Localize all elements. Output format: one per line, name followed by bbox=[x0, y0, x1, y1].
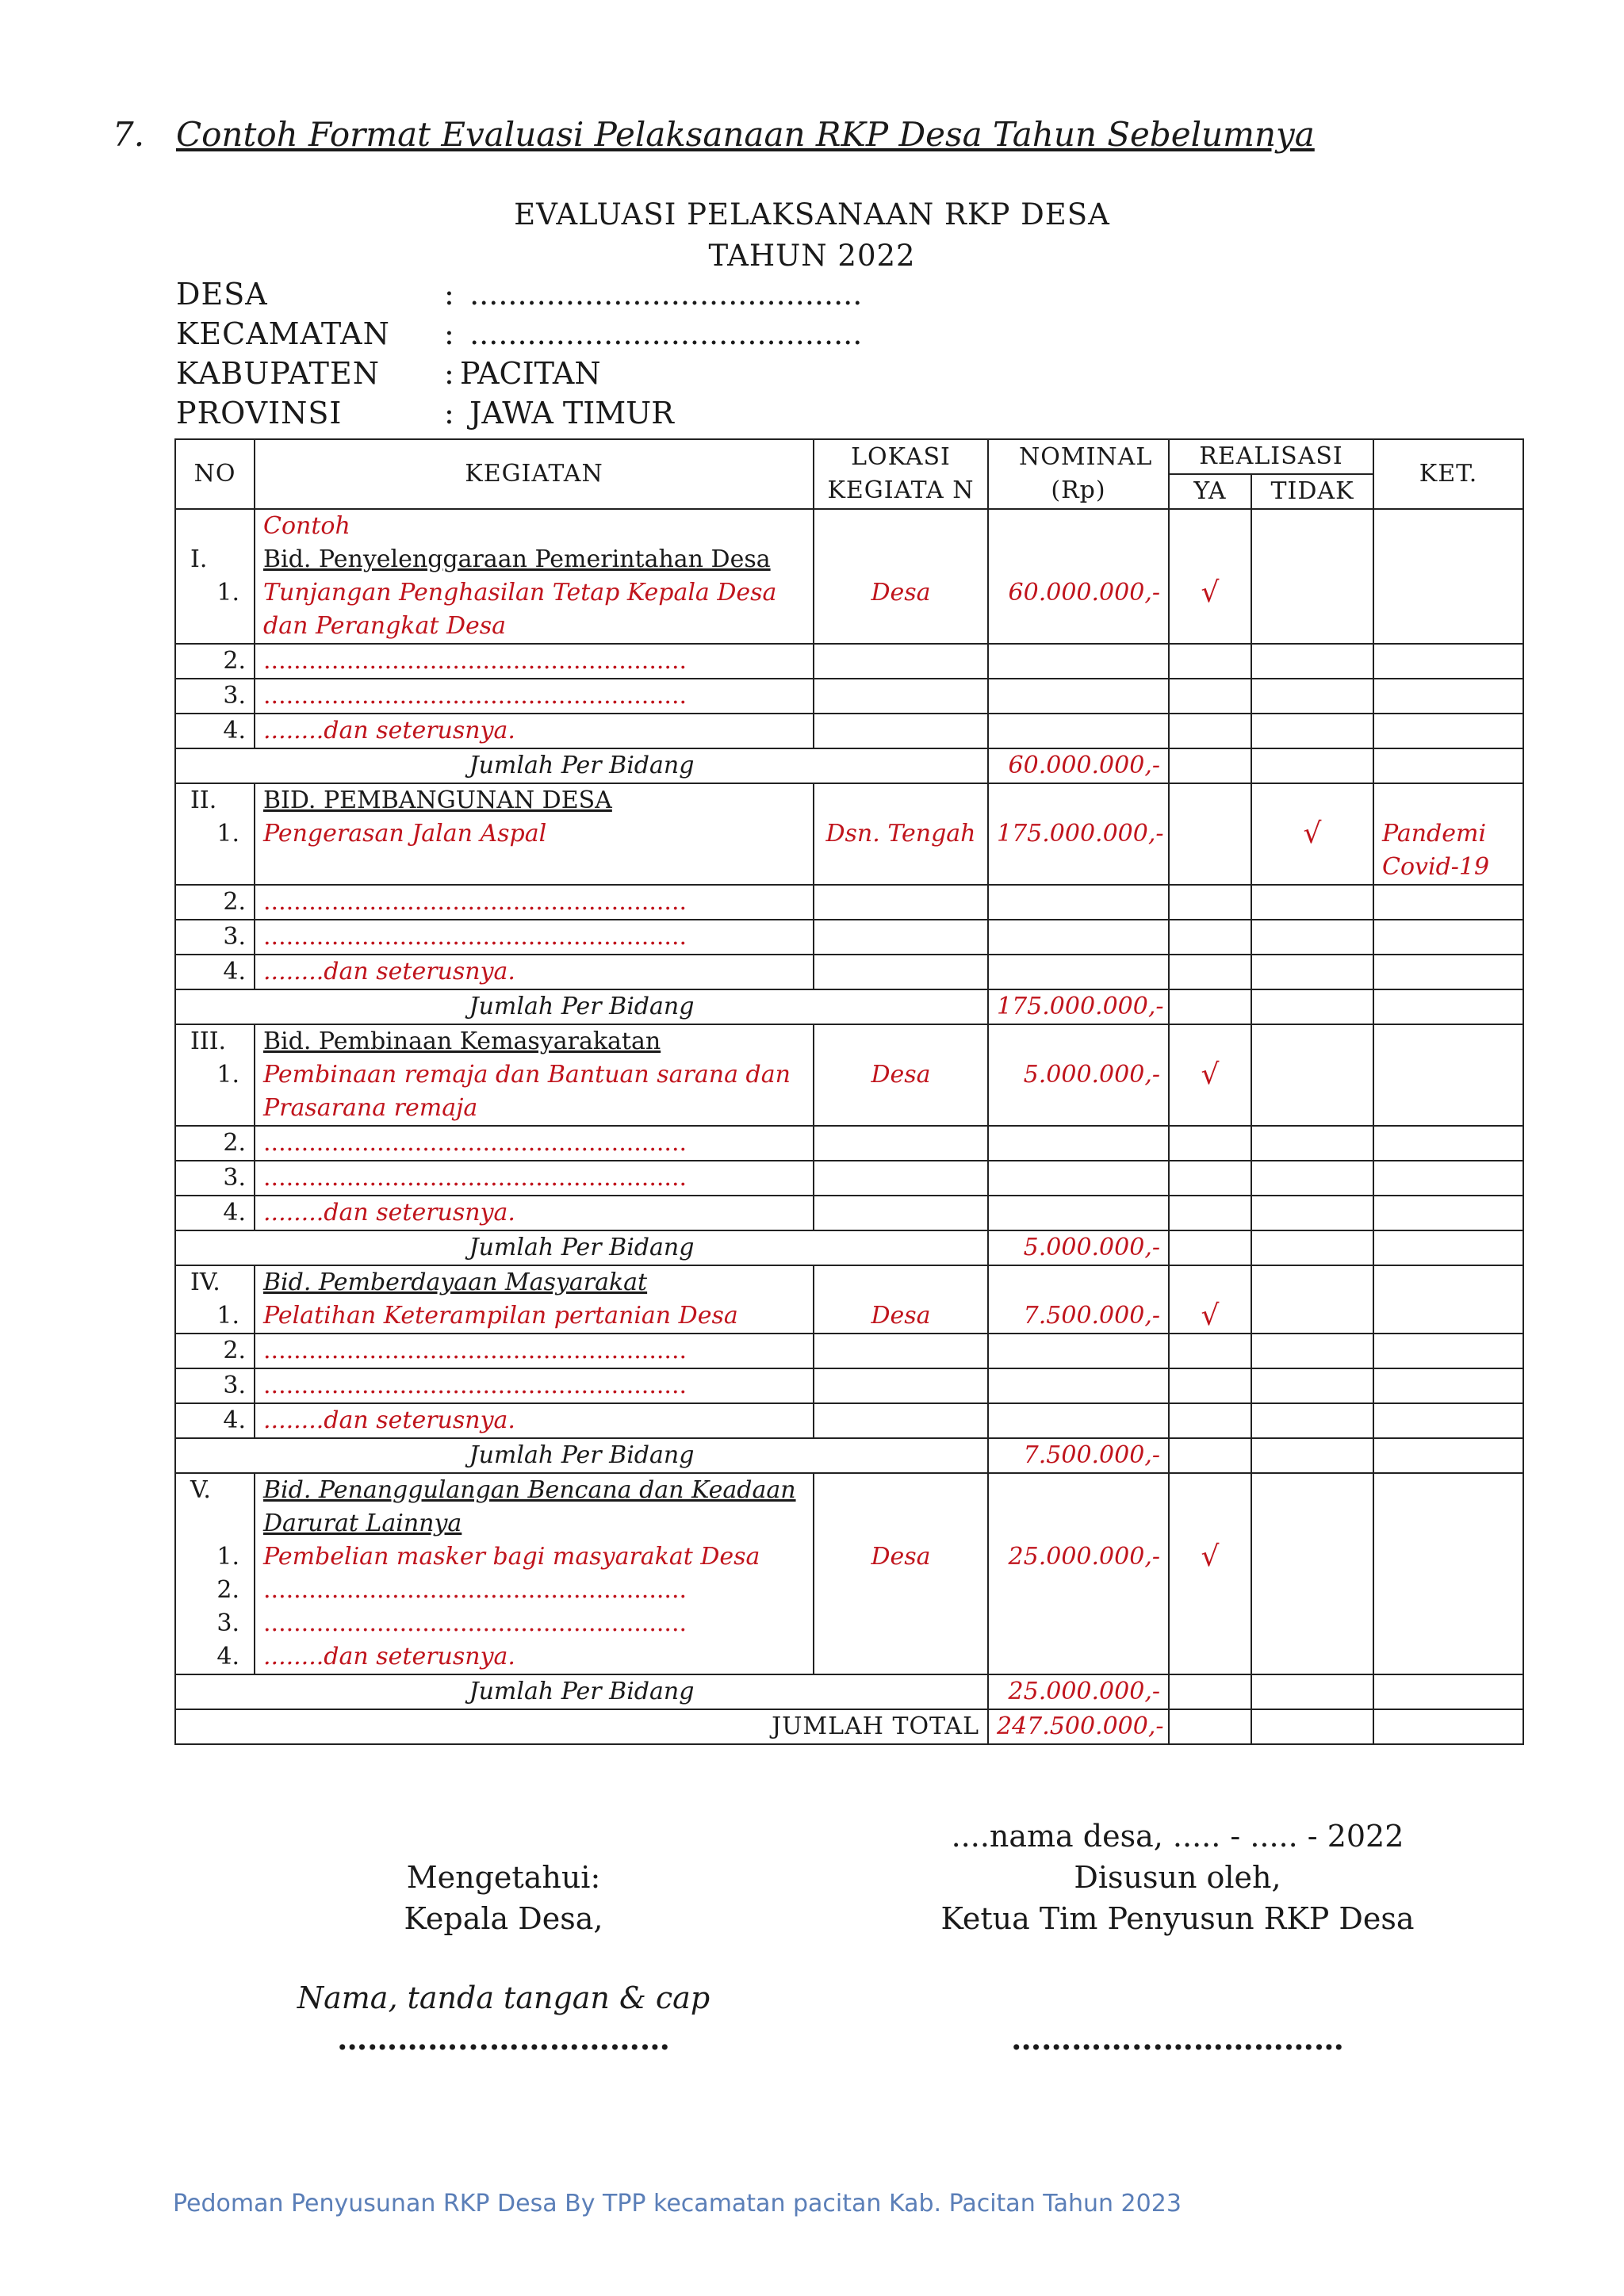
bidang-title: Bid. Penanggulangan Bencana dan Keadaan Darurat Lainnya bbox=[263, 1476, 796, 1537]
example-label: Contoh bbox=[263, 512, 350, 540]
subtotal-value: 5.000.000,- bbox=[988, 1230, 1169, 1265]
subtotal-row: Jumlah Per Bidang 5.000.000,- bbox=[175, 1230, 1523, 1265]
signature-line-right: …………...……………… bbox=[1011, 2021, 1344, 2057]
table-row-bidang-5: V. 1. 2. 3. 4. Bid. Penanggulangan Bencana dan Keadaan Darurat Lainnya Pembelian masker bagi masyarakat Desa ........................................................ ........................................................ ........dan seterusnya. Desa 25.000.000,- √ bbox=[175, 1473, 1523, 1674]
document-title bbox=[0, 194, 1624, 277]
col-kegiatan: KEGIATAN bbox=[255, 439, 814, 509]
table-row: 4. ........dan seterusnya. bbox=[175, 1403, 1523, 1438]
bidang-title: Bid. Pemberdayaan Masyarakat bbox=[263, 1269, 648, 1296]
activity-nominal: 175.000.000,- bbox=[997, 820, 1164, 848]
activity-name: Pembelian masker bagi masyarakat Desa bbox=[263, 1543, 760, 1571]
activity-name: Pelatihan Keterampilan pertanian Desa bbox=[263, 1302, 738, 1330]
subtotal-row: Jumlah Per Bidang 175.000.000,- bbox=[175, 989, 1523, 1024]
activity-location: Dsn. Tengah bbox=[825, 820, 976, 848]
location-info bbox=[176, 274, 862, 433]
check-icon: √ bbox=[1201, 1299, 1220, 1332]
table-row: 2. ........................................................ bbox=[175, 885, 1523, 920]
col-no: NO bbox=[175, 439, 255, 509]
evaluation-table bbox=[174, 438, 1524, 1745]
activity-location: Desa bbox=[871, 1543, 931, 1571]
page-footer: Pedoman Penyusunan RKP Desa By TPP kecamatan pacitan Kab. Pacitan Tahun 2023 bbox=[173, 2190, 1182, 2218]
activity-nominal: 7.500.000,- bbox=[1023, 1302, 1160, 1330]
subtotal-row: Jumlah Per Bidang 25.000.000,- bbox=[175, 1674, 1523, 1709]
table-row-bidang-1-item-1: I. 1. Contoh Bid. Penyelenggaraan Pemerintahan Desa Tunjangan Penghasilan Tetap Kepala Desa dan Perangkat Desa Desa 60.000.000,- √ bbox=[175, 509, 1523, 644]
activity-nominal: 25.000.000,- bbox=[1008, 1543, 1160, 1571]
check-icon: √ bbox=[1303, 817, 1322, 850]
note: Pandemi Covid-19 bbox=[1382, 820, 1490, 881]
subtotal-value: 7.500.000,- bbox=[988, 1438, 1169, 1473]
subtotal-value: 25.000.000,- bbox=[988, 1674, 1169, 1709]
activity-location: Desa bbox=[871, 1061, 931, 1089]
check-icon: √ bbox=[1201, 1540, 1220, 1573]
signature-right: ....nama desa, ..... - ..... - 2022 Disusun oleh, Ketua Tim Penyusun RKP Desa …………...……………… bbox=[940, 1816, 1415, 2060]
info-row-kecamatan: KECAMATAN : ......................................... bbox=[176, 316, 863, 351]
header-row bbox=[175, 439, 1523, 474]
col-tidak: TIDAK bbox=[1251, 474, 1373, 509]
info-row-provinsi: PROVINSI : JAWA TIMUR bbox=[176, 396, 674, 430]
check-icon: √ bbox=[1201, 1058, 1220, 1091]
table-row: 3. ........................................................ bbox=[175, 1161, 1523, 1196]
table-row: 4. ........dan seterusnya. bbox=[175, 1196, 1523, 1230]
activity-location: Desa bbox=[871, 579, 931, 607]
info-value: ......................................... bbox=[460, 316, 863, 351]
table-row: 4. ........dan seterusnya. bbox=[175, 955, 1523, 989]
table-row-bidang-3-item-1: III. 1. Bid. Pembinaan Kemasyarakatan Pembinaan remaja dan Bantuan sarana dan Prasarana remaja Desa 5.000.000,- √ bbox=[175, 1024, 1523, 1126]
title-line-1: EVALUASI PELAKSANAAN RKP DESA bbox=[514, 197, 1110, 232]
col-ket: KET. bbox=[1373, 439, 1523, 509]
section-heading bbox=[113, 115, 1315, 154]
table-row: 2. ........................................................ bbox=[175, 1126, 1523, 1161]
table-row: 3. ........................................................ bbox=[175, 679, 1523, 714]
activity-nominal: 60.000.000,- bbox=[1008, 579, 1160, 607]
col-realisasi: REALISASI bbox=[1169, 439, 1373, 474]
table-row-bidang-4-item-1: IV. 1. Bid. Pemberdayaan Masyarakat Pelatihan Keterampilan pertanian Desa Desa 7.500.000,- √ bbox=[175, 1265, 1523, 1334]
total-row: JUMLAH TOTAL 247.500.000,- bbox=[175, 1709, 1523, 1744]
bidang-title: Bid. Penyelenggaraan Pemerintahan Desa bbox=[263, 545, 771, 573]
info-value: JAWA TIMUR bbox=[460, 396, 674, 430]
title-line-2: TAHUN 2022 bbox=[708, 239, 916, 273]
table-row-bidang-2-item-1: II. 1. BID. PEMBANGUNAN DESA Pengerasan Jalan Aspal Dsn. Tengah 175.000.000,- √ Pandemi Covid-19 bbox=[175, 783, 1523, 885]
place-date: ....nama desa, ..... - ..... - 2022 bbox=[951, 1819, 1404, 1854]
table-row: 4. ........dan seterusnya. bbox=[175, 714, 1523, 748]
activity-name: Tunjangan Penghasilan Tetap Kepala Desa dan Perangkat Desa bbox=[263, 579, 777, 640]
subtotal-row: Jumlah Per Bidang 60.000.000,- bbox=[175, 748, 1523, 783]
total-value: 247.500.000,- bbox=[988, 1709, 1169, 1744]
activity-location: Desa bbox=[871, 1302, 931, 1330]
info-value: PACITAN bbox=[460, 356, 601, 391]
signature-left: Mengetahui: Kepala Desa, Nama, tanda tangan & cap …………...……………… bbox=[266, 1857, 741, 2060]
table-row: 3. ........................................................ bbox=[175, 920, 1523, 955]
activity-name: Pembinaan remaja dan Bantuan sarana dan Prasarana remaja bbox=[263, 1061, 791, 1122]
signature-line-left: …………...……………… bbox=[337, 2021, 670, 2057]
activity-name: Pengerasan Jalan Aspal bbox=[263, 820, 547, 848]
info-row-kabupaten: KABUPATEN : PACITAN bbox=[176, 356, 601, 391]
subtotal-row: Jumlah Per Bidang 7.500.000,- bbox=[175, 1438, 1523, 1473]
bidang-title: BID. PEMBANGUNAN DESA bbox=[263, 786, 612, 814]
heading-number: 7. bbox=[113, 115, 145, 154]
col-ya: YA bbox=[1169, 474, 1251, 509]
info-row-desa: DESA : ......................................... bbox=[176, 277, 863, 312]
col-lokasi: LOKASI KEGIATA N bbox=[814, 439, 988, 509]
table-row: 2. ........................................................ bbox=[175, 644, 1523, 679]
table-row: 3. ........................................................ bbox=[175, 1368, 1523, 1403]
bidang-title: Bid. Pembinaan Kemasyarakatan bbox=[263, 1027, 661, 1055]
info-value: ......................................... bbox=[460, 277, 863, 312]
subtotal-value: 60.000.000,- bbox=[988, 748, 1169, 783]
subtotal-value: 175.000.000,- bbox=[988, 989, 1169, 1024]
activity-nominal: 5.000.000,- bbox=[1023, 1061, 1160, 1089]
signature-instruction: Nama, tanda tangan & cap bbox=[297, 1980, 710, 2015]
col-nominal: NOMINAL (Rp) bbox=[988, 439, 1169, 509]
check-icon: √ bbox=[1201, 576, 1220, 609]
heading-text: Contoh Format Evaluasi Pelaksanaan RKP Desa Tahun Sebelumnya bbox=[176, 115, 1315, 154]
table-row: 2. ........................................................ bbox=[175, 1334, 1523, 1368]
